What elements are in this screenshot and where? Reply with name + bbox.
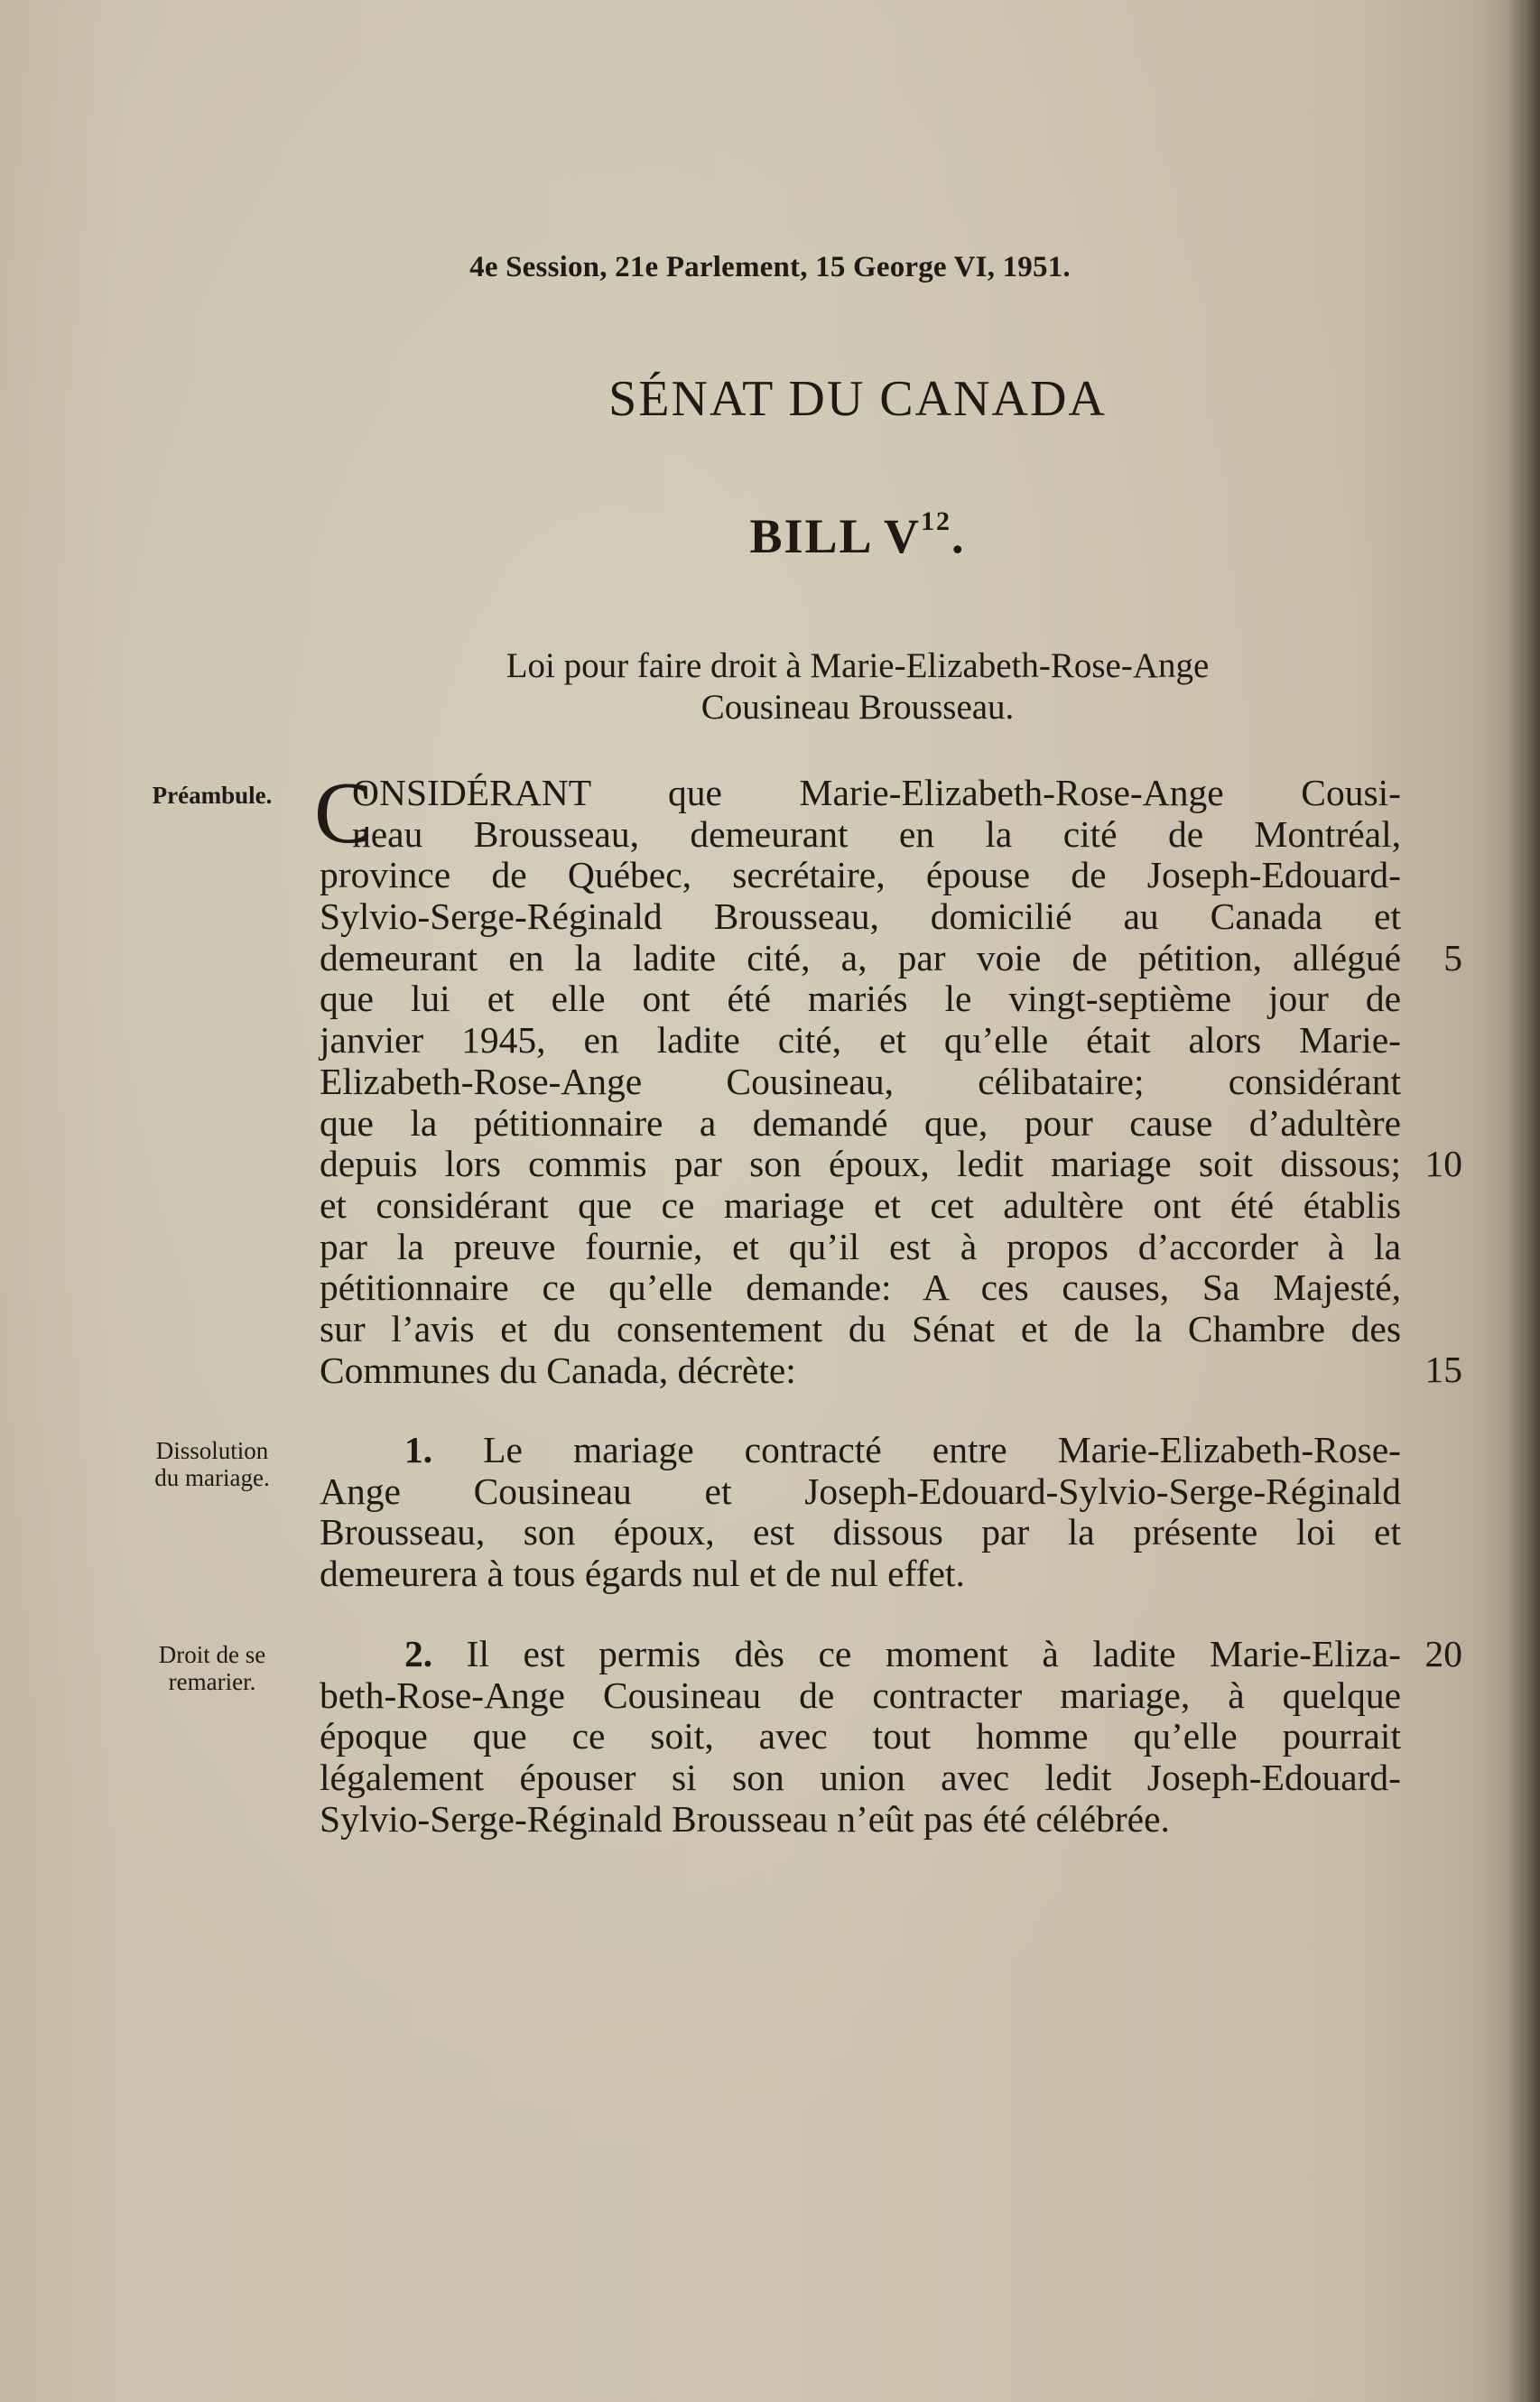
text-line: Sylvio-Serge-Réginald Brousseau n’eût pas été célébrée. <box>320 1797 1170 1840</box>
bill-title-line: Cousineau Brousseau. <box>700 688 1015 727</box>
book-spine-shadow <box>1508 0 1540 2402</box>
preamble-paragraph <box>314 765 1401 1391</box>
text-line: janvier 1945, en ladite cité, et qu’elle était alors Marie- <box>320 1019 1401 1062</box>
text-line: que lui et elle ont été mariés le vingt-septième jour de <box>320 978 1401 1020</box>
margin-note-remarry <box>117 1641 307 1695</box>
section-text: Le mariage contracté entre Marie-Elizabeth-Rose- <box>483 1429 1402 1470</box>
text-line: province de Québec, secrétaire, épouse de Joseph-Edouard- <box>320 854 1401 896</box>
margin-note-line: Droit de se <box>158 1641 266 1668</box>
line-number: 5 <box>1443 937 1462 978</box>
line-number: 20 <box>1424 1633 1462 1674</box>
text-line: beth-Rose-Ange Cousineau de contracter mariage, à quelque <box>320 1674 1401 1716</box>
preamble-dropcap-block <box>314 765 1401 862</box>
line-number: 15 <box>1424 1349 1462 1390</box>
text-line: sur l’avis et du consentement du Sénat et de la Chambre des <box>320 1307 1401 1349</box>
margin-note-preamble: Préambule. <box>152 782 273 809</box>
text-line: époque que ce soit, avec tout homme qu’elle pourrait <box>320 1715 1401 1757</box>
text-line: ONSIDÉRANT que Marie-Elizabeth-Rose-Ange Cousi- <box>352 772 1401 813</box>
text-line: Communes du Canada, décrète: <box>320 1349 796 1391</box>
text-line <box>320 1634 1401 1675</box>
margin-note-dissolution <box>117 1437 307 1491</box>
text-line: demeurera à tous égards nul et de nul effet. <box>320 1553 965 1595</box>
section-1-paragraph <box>320 1430 1401 1595</box>
session-line: 4e Session, 21e Parlement, 15 George VI, 1951. <box>469 251 1071 283</box>
text-line: et considérant que ce mariage et cet adultère ont été établis <box>320 1183 1401 1226</box>
text-line: Ange Cousineau et Joseph-Edouard-Sylvio-Serge-Réginald <box>320 1470 1401 1512</box>
text-line: que la pétitionnaire a demandé que, pour cause d’adultère <box>320 1101 1401 1144</box>
section-number: 1. <box>404 1429 433 1470</box>
text-line: par la preuve fournie, et qu’il est à propos d’accorder à la <box>320 1225 1401 1267</box>
text-line <box>320 1430 1401 1471</box>
text-line: légalement épouser si son union avec ledit Joseph-Edouard- <box>320 1757 1401 1799</box>
margin-note-line: remarier. <box>168 1668 256 1695</box>
section-2-paragraph <box>320 1634 1401 1840</box>
text-line: pétitionnaire ce qu’elle demande: A ces causes, Sa Majesté, <box>320 1266 1401 1309</box>
bill-prefix: BILL V <box>749 509 922 563</box>
text-line: depuis lors commis par son époux, ledit mariage soit dissous; <box>320 1143 1401 1185</box>
text-line: neau Brousseau, demeurant en la cité de Montréal, <box>352 812 1401 855</box>
chamber-title: SÉNAT DU CANADA <box>608 371 1107 427</box>
section-text: Il est permis dès ce moment à ladite Marie-Eliza- <box>466 1633 1401 1674</box>
text-line: demeurant en la ladite cité, a, par voie de pétition, allégué <box>320 936 1401 978</box>
bill-suffix: . <box>951 509 966 563</box>
margin-note-line: du mariage. <box>154 1464 270 1491</box>
bill-title <box>0 645 1540 728</box>
margin-note-line: Dissolution <box>155 1437 269 1464</box>
text-line: Elizabeth-Rose-Ange Cousineau, célibataire; considérant <box>320 1060 1401 1102</box>
line-number: 10 <box>1424 1143 1462 1184</box>
bill-number <box>0 508 1540 564</box>
bill-superscript: 12 <box>921 506 952 536</box>
dropcap-letter: C <box>314 765 374 862</box>
bill-title-line: Loi pour faire droit à Marie-Elizabeth-Rose-Ange <box>506 646 1210 685</box>
text-line: Sylvio-Serge-Réginald Brousseau, domicilié au Canada et <box>320 895 1401 938</box>
text-line: Brousseau, son époux, est dissous par la présente loi et <box>320 1511 1401 1553</box>
section-number: 2. <box>404 1633 433 1674</box>
